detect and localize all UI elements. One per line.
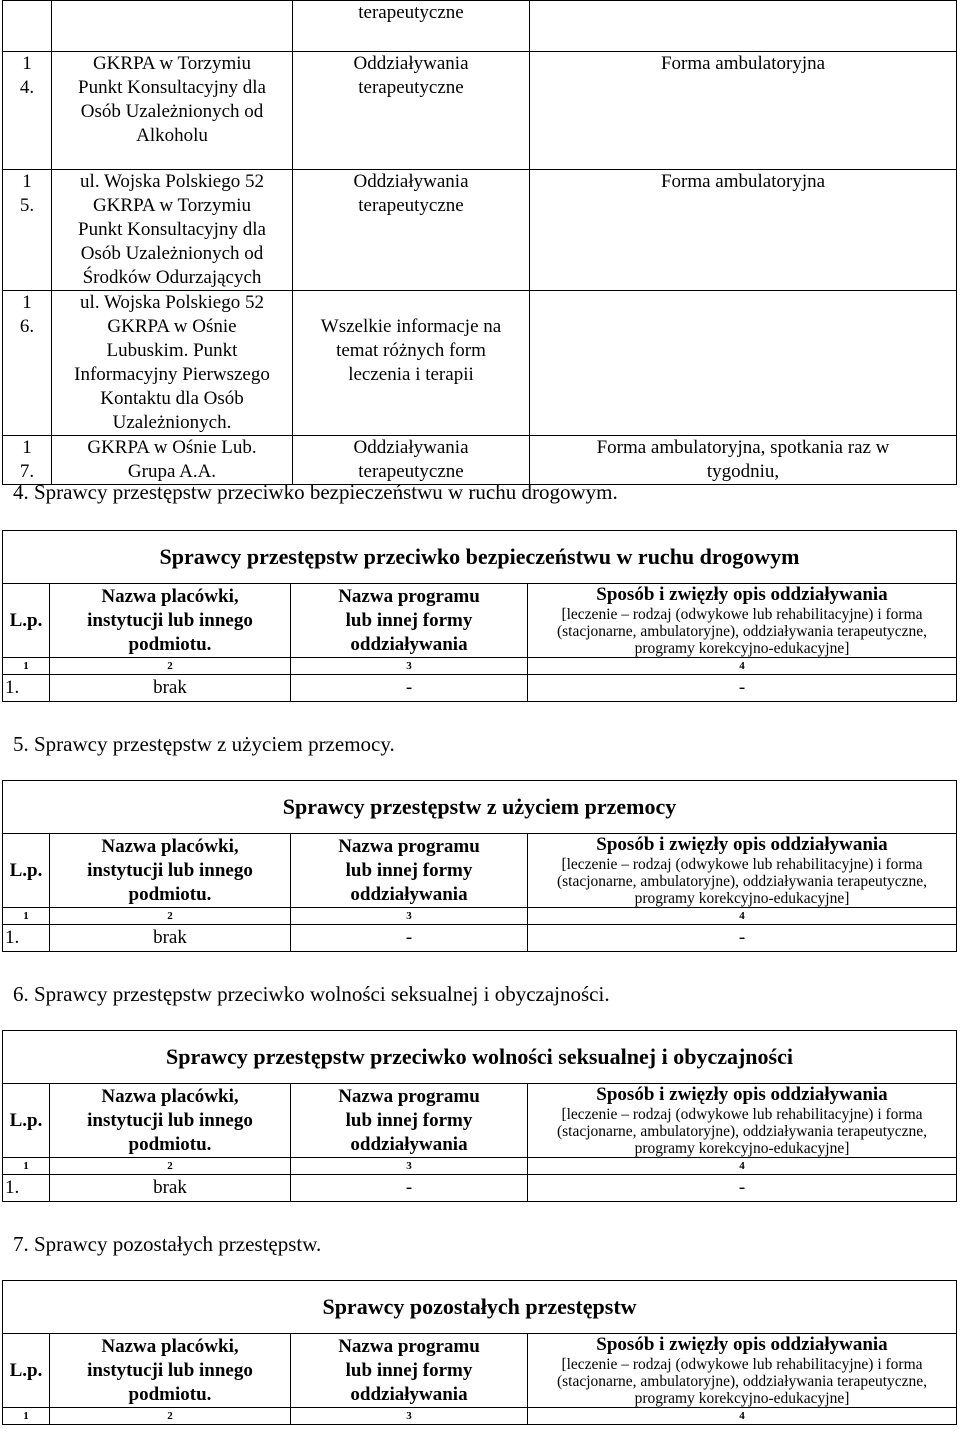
program-name: Oddziaływania terapeutyczne	[293, 436, 530, 485]
institution-name: ul. Wojska Polskiego 52 GKRPA w Ośnie Lubuskim. Punkt Informacyjny Pierwszego Kontaktu dla Osób Uzależnionych.	[52, 291, 293, 436]
table-row: 1. brak - -	[3, 1175, 957, 1202]
program-mode	[530, 291, 957, 436]
institution-name: GKRPA w Ośnie Lub. Grupa A.A.	[52, 436, 293, 485]
table-header: L.p. Nazwa placówki, instytucji lub innego podmiotu. Nazwa programu lub innej formy oddziaływania Sposób i zwięzły opis oddziaływania [leczenie – rodzaj (odwykowe lub rehabilitacyjne) i forma (stacjonarne, ambulatoryjne), oddziaływania terapeutyczne, programy korekcyjno-edukacyjne]	[3, 834, 957, 908]
table-header: L.p. Nazwa placówki, instytucji lub innego podmiotu. Nazwa programu lub innej formy oddziaływania Sposób i zwięzły opis oddziaływania [leczenie – rodzaj (odwykowe lub rehabilitacyjne) i forma (stacjonarne, ambulatoryjne), oddziaływania terapeutyczne, programy korekcyjno-edukacyjne]	[3, 1334, 957, 1408]
table-row: 1. brak - -	[3, 675, 957, 702]
table-row: 1 6. ul. Wojska Polskiego 52 GKRPA w Ośnie Lubuskim. Punkt Informacyjny Pierwszego Kontaktu dla Osób Uzależnionych. Wszelkie informacje na temat różnych form leczenia i terapii	[3, 291, 957, 436]
header-continuation: terapeutyczne	[293, 1, 530, 52]
program-mode: Forma ambulatoryjna, spotkania raz w tygodniu,	[530, 436, 957, 485]
program-name: Oddziaływania terapeutyczne	[293, 170, 530, 291]
program-mode: Forma ambulatoryjna	[530, 170, 957, 291]
table-title: Sprawcy przestępstw przeciwko wolności seksualnej i obyczajności	[3, 1031, 957, 1084]
section-heading: 5. Sprawcy przestępstw z użyciem przemocy.	[13, 732, 395, 756]
continuation-table	[2, 0, 957, 485]
table-title: Sprawcy pozostałych przestępstw	[3, 1281, 957, 1334]
section-table: Sprawcy przestępstw przeciwko bezpieczeństwu w ruchu drogowym L.p. Nazwa placówki, instytucji lub innego podmiotu. Nazwa programu lub innej formy oddziaływania Sposób i zwięzły opis oddziaływania [leczenie – rodzaj (odwykowe lub rehabilitacyjne) i forma (stacjonarne, ambulatoryjne), oddziaływania terapeutyczne, programy korekcyjno-edukacyjne] 1 2 3 4 1. brak - -	[2, 530, 957, 702]
program-mode: Forma ambulatoryjna	[530, 52, 957, 170]
program-name: Oddziaływania terapeutyczne	[293, 52, 530, 170]
section-heading: 7. Sprawcy pozostałych przestępstw.	[13, 1232, 322, 1256]
table-row: 1 7. GKRPA w Ośnie Lub. Grupa A.A. Oddziaływania terapeutyczne Forma ambulatoryjna, spotkania raz w tygodniu,	[3, 436, 957, 485]
section-table: Sprawcy przestępstw przeciwko wolności seksualnej i obyczajności L.p. Nazwa placówki, instytucji lub innego podmiotu. Nazwa programu lub innej formy oddziaływania Sposób i zwięzły opis oddziaływania [leczenie – rodzaj (odwykowe lub rehabilitacyjne) i forma (stacjonarne, ambulatoryjne), oddziaływania terapeutyczne, programy korekcyjno-edukacyjne] 1 2 3 4 1. brak - -	[2, 1030, 957, 1202]
table-header: L.p. Nazwa placówki, instytucji lub innego podmiotu. Nazwa programu lub innej formy oddziaływania Sposób i zwięzły opis oddziaływania [leczenie – rodzaj (odwykowe lub rehabilitacyjne) i forma (stacjonarne, ambulatoryjne), oddziaływania terapeutyczne, programy korekcyjno-edukacyjne]	[3, 1084, 957, 1158]
program-name: Wszelkie informacje na temat różnych form leczenia i terapii	[293, 291, 530, 436]
institution-name: GKRPA w Torzymiu Punkt Konsultacyjny dla Osób Uzależnionych od Alkoholu	[52, 52, 293, 170]
table-header: L.p. Nazwa placówki, instytucji lub innego podmiotu. Nazwa programu lub innej formy oddziaływania Sposób i zwięzły opis oddziaływania [leczenie – rodzaj (odwykowe lub rehabilitacyjne) i forma (stacjonarne, ambulatoryjne), oddziaływania terapeutyczne, programy korekcyjno-edukacyjne]	[3, 584, 957, 658]
table-title: Sprawcy przestępstw przeciwko bezpieczeństwu w ruchu drogowym	[3, 531, 957, 584]
institution-name: ul. Wojska Polskiego 52 GKRPA w Torzymiu Punkt Konsultacyjny dla Osób Uzależnionych od Środków Odurzających	[52, 170, 293, 291]
section-table: Sprawcy pozostałych przestępstw L.p. Nazwa placówki, instytucji lub innego podmiotu. Nazwa programu lub innej formy oddziaływania Sposób i zwięzły opis oddziaływania [leczenie – rodzaj (odwykowe lub rehabilitacyjne) i forma (stacjonarne, ambulatoryjne), oddziaływania terapeutyczne, programy korekcyjno-edukacyjne] 1 2 3 4	[2, 1280, 957, 1425]
table-row: 1 5. ul. Wojska Polskiego 52 GKRPA w Torzymiu Punkt Konsultacyjny dla Osób Uzależnionych od Środków Odurzających Oddziaływania terapeutyczne Forma ambulatoryjna	[3, 170, 957, 291]
table-row: 1 4. GKRPA w Torzymiu Punkt Konsultacyjny dla Osób Uzależnionych od Alkoholu Oddziaływania terapeutyczne Forma ambulatoryjna	[3, 52, 957, 170]
section-heading: 6. Sprawcy przestępstw przeciwko wolności seksualnej i obyczajności.	[13, 982, 610, 1006]
table-title: Sprawcy przestępstw z użyciem przemocy	[3, 781, 957, 834]
table-row: 1. brak - -	[3, 925, 957, 952]
section-heading: 4. Sprawcy przestępstw przeciwko bezpieczeństwu w ruchu drogowym.	[13, 480, 618, 504]
section-table: Sprawcy przestępstw z użyciem przemocy L.p. Nazwa placówki, instytucji lub innego podmiotu. Nazwa programu lub innej formy oddziaływania Sposób i zwięzły opis oddziaływania [leczenie – rodzaj (odwykowe lub rehabilitacyjne) i forma (stacjonarne, ambulatoryjne), oddziaływania terapeutyczne, programy korekcyjno-edukacyjne] 1 2 3 4 1. brak - -	[2, 780, 957, 952]
